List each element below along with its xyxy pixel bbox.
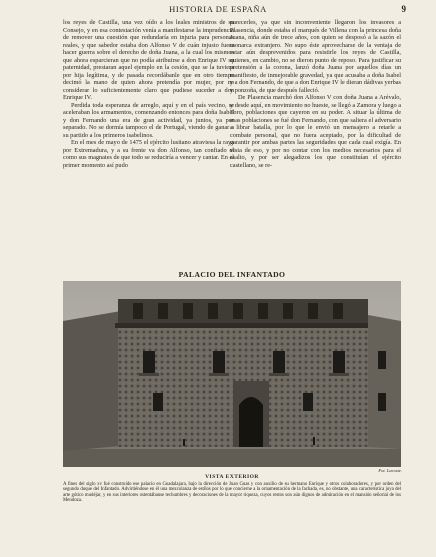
page-number: 9 <box>401 4 406 14</box>
left-paragraph-1: los reyes de Castilla, una vez oído a los leales ministros de su Consejo, y en esa contestación venía a manifestarse la imprudencia de remover una cuestión que redundaría en injuria para personas reales, y que sabedor estaba don Alfonso V de cuán injusto fuera hacer guerra sobre el derecho de doña Juana, a la cual los mismos que ahora esparcieran que no podía atribuirse a don Enrique IV su paternidad, prestaran aquel ejemplo en la cesión, que se la tuviera por hija legítima, y de pasada recordábanle que en otro tiempo decimó la mano de quien ahora pretendía por mujer, por no considerar lo suficientemente claro que pudiese suceder a don Enrique IV. <box>63 19 234 101</box>
left-paragraph-3: En el mes de mayo de 1475 el ejército lusitano atraviesa la raya por Extremadura, y a su frente va don Alfonso, tan confiado el como sus magnates de que todo se reduciría a vencer y cantar. En el primer momento así pudo <box>63 139 234 169</box>
photo-caption: A fines del siglo xv fué construído ese palacio en Guadalajara, bajo la dirección de Juan Guas y con auxilio de su hermano Enrique y otros colaboradores, y por orden del segundo duque del Infantado. Advirtiéndose en él una mezcolanza de estilos por lo que concierne a la ornamentación de la fachada, es, no obstante, una característica joya del arte gótico mudéjar, y en sus interiores ostentábanse techumbres y decoraciones de la mayor riqueza, cuyos restos son aún dignos de admiración en el mansión señorial de los Mendoza. <box>63 482 401 504</box>
right-text-column <box>230 19 401 267</box>
right-paragraph-1: parecerles, ya que sin inconveniente llegaron los invasores a Plasencia, donde estaba el marqués de Villena con la princesa doña Juana, niña aún de trece años, con quien se desposó a la sazón el monarca extranjero. No supo éste aprovecharse de la ventaja de estar aún desprevenidos para resistirle los reyes de Castilla, quienes, en cambio, no se dieron punto de reposo. Para justificar su pretensión a la corona, lanzó doña Juana por aquellos días un manifiesto, de inmejorable gravedad, ya que acusaba a doña Isabel y a don Fernando, de que a don Enrique IV le dieran dádivas yerbas y ponzoña, de que después falleció. <box>230 19 401 94</box>
running-header <box>0 4 436 18</box>
section-title: PALACIO DEL INFANTADO <box>178 270 286 279</box>
palace-photograph <box>63 281 401 467</box>
left-text-column <box>63 19 234 267</box>
photo-title: VISTA EXTERIOR <box>205 474 259 480</box>
left-paragraph-2: Perdida toda esperanza de arreglo, aquí y en el país vecino, se aceleraban los armamentos, comenzando entonces para doña Isabel y don Fernando una era de gran actividad, ya juntos, ya por separado. No se dormía tampoco el de Portugal, viendo de ganar a su partido a los primeros isabelinos. <box>63 101 234 139</box>
photo-credit: Fot. Lacoste. <box>378 468 402 473</box>
right-paragraph-2: De Plasencia marchó don Alfonso V con doña Juana a Arévalo, y desde aquí, en movimiento no hueste, se llegó a Zamora y luego a Toro, poblaciones que cayeron en su poder. A situar la última de esas poblaciones se fué don Fernando, con que saliera el adversario a librar batalla, por lo que le envió un mensajero a retarle a combate personal, que no fuera aceptado, por la dificultad de garantir por ambas partes las seguridades que cada cual exigía. En vista de eso, y por no contar con los medios necesarios para el asalto, y por ser alegadizos los que constituían el ejército castellano, se re- <box>230 94 401 169</box>
running-title: HISTORIA DE ESPAÑA <box>169 4 267 14</box>
